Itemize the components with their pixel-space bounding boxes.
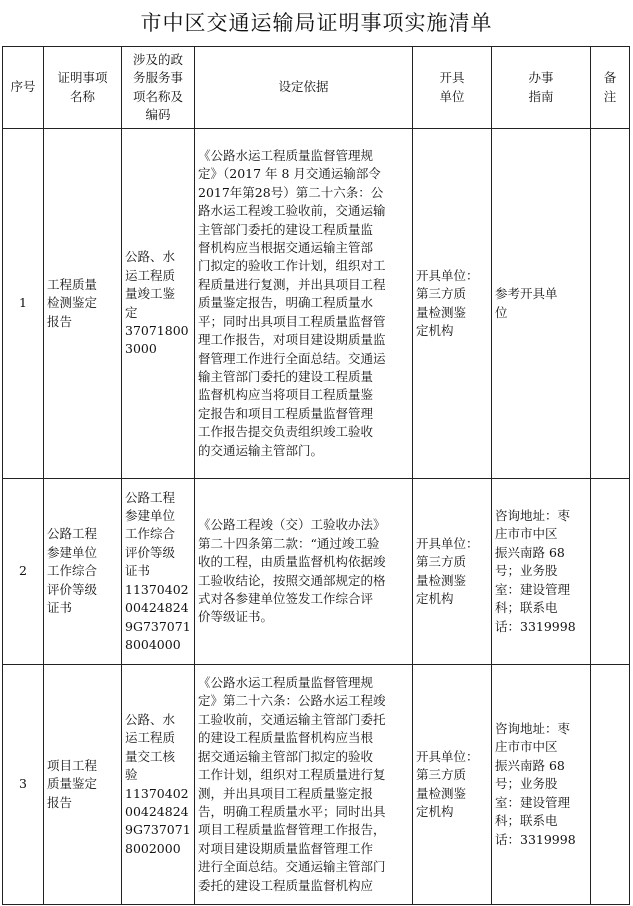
cell-line: 进行全面总结。交通运输主管部门 (198, 859, 386, 875)
cell-line: 检测鉴定 (47, 295, 98, 311)
cell-line: 《公路工程竣（交）工验收办法》 (198, 517, 386, 533)
cell-line: 运工程质 (125, 730, 176, 746)
header-service (122, 47, 195, 129)
cell-line: 主管部门委托的建设工程质量监 (198, 221, 374, 237)
cell-line: 开具单位： (416, 748, 479, 764)
cell-line: 室：建设管理 (495, 794, 571, 810)
row-name (44, 129, 122, 479)
cell-line: 科；联系电 (495, 600, 558, 616)
row-note (591, 665, 630, 905)
cell-line: 告，明确工程质量水平；同时出具 (198, 803, 386, 819)
cell-line: 公路、水 (125, 711, 176, 727)
cell-line: 00424824 (125, 600, 189, 616)
row-service (122, 129, 195, 479)
cell-line: 定机构 (416, 590, 454, 606)
cell-line: 参考开具单 (495, 286, 558, 302)
cell-line: 第三方质 (416, 286, 467, 302)
cell-line: 注 (603, 88, 617, 104)
cell-line: 咨询地址：枣 (495, 508, 571, 524)
header-guide (492, 47, 591, 129)
cell-line: 话：3319998 (495, 831, 576, 847)
cell-line: 3000 (125, 341, 157, 357)
cell-line: 涉及的政 (132, 51, 183, 67)
cell-line: 号；业务股 (495, 563, 558, 579)
header-name (44, 47, 122, 129)
cell-line: 工作综合 (125, 526, 176, 542)
cell-line: 公路工程 (47, 526, 98, 542)
cell-line: 质量鉴定 (47, 776, 98, 792)
cell-line: 公路、水 (125, 249, 176, 265)
cell-line: 咨询地址：枣 (495, 721, 571, 737)
cell-line: 定》（2017 年 8 月交通运输部令 (198, 166, 381, 182)
cell-line: 验 (125, 767, 138, 783)
cell-line: 11370402 (125, 785, 189, 801)
cell-line: 话：3319998 (495, 618, 576, 634)
row-basis (195, 129, 413, 479)
cell-line: 路水运工程竣工验收前，交通运输 (198, 203, 386, 219)
cell-line: 工程质量 (47, 276, 98, 292)
cell-line: 11370402 (125, 581, 189, 597)
header-note (591, 47, 630, 129)
row-name (44, 665, 122, 905)
cell-line: 量检测鉴 (416, 304, 467, 320)
cell-line: 监督机构应当将项目工程质量鉴 (198, 387, 374, 403)
row-guide (492, 479, 591, 665)
cell-line: 据交通运输主管部门拟定的验收 (198, 748, 374, 764)
cell-line: 开具单位： (416, 535, 479, 551)
cell-line: 证书 (47, 600, 73, 616)
cell-line: 振兴南路 68 (495, 544, 565, 560)
cell-line: 工作报告提交负责组织竣工验收 (198, 424, 374, 440)
cell-line: 8002000 (125, 840, 181, 856)
cell-line: 编码 (145, 106, 171, 122)
cell-line: 量检测鉴 (416, 785, 467, 801)
cell-line: 程质量进行复测，并出具项目工程 (198, 276, 386, 292)
cell-line: 开具 (439, 70, 465, 86)
row-basis (195, 479, 413, 665)
cell-line: 9G737071 (125, 618, 191, 634)
cell-line: 《公路水运工程质量监督管理规 (198, 148, 374, 164)
cell-line: 《公路水运工程质量监督管理规 (198, 675, 374, 691)
table-row (3, 129, 630, 479)
header-no: 序号 (3, 47, 44, 129)
cell-line: 式对各参建单位签发工作综合评 (198, 590, 374, 606)
cell-line: 定 (125, 304, 138, 320)
cell-line: 测，并出具项目工程质量鉴定报 (198, 785, 374, 801)
cell-line: 报告 (47, 313, 73, 329)
table-row (3, 479, 630, 665)
row-issuer (413, 479, 492, 665)
cell-line: 定机构 (416, 322, 454, 338)
cell-line: 的建设工程质量监督机构应当根 (198, 730, 374, 746)
cell-line: 单位 (439, 88, 465, 104)
cell-line: 位 (495, 304, 508, 320)
cell-line: 量交工核 (125, 748, 176, 764)
cell-line: 定报告和项目工程质量监督管理 (198, 405, 374, 421)
cell-line: 工验收结论，按照交通部规定的格 (198, 572, 386, 588)
cell-line: 庄市市中区 (495, 526, 558, 542)
row-service (122, 665, 195, 905)
cell-line: 收的工程，由质量监督机构依据竣 (198, 554, 386, 570)
cell-line: 评价等级 (47, 581, 98, 597)
cell-line: 价等级证书。 (198, 609, 274, 625)
cell-line: 指南 (528, 88, 554, 104)
cell-line: 评价等级 (125, 544, 176, 560)
cell-line: 量竣工鉴 (125, 286, 176, 302)
cell-line: 2017年第28号）第二十六条：公 (198, 184, 384, 200)
table-row (3, 665, 630, 905)
cell-line: 8004000 (125, 636, 181, 652)
row-no: 1 (3, 129, 44, 479)
cell-line: 运工程质 (125, 267, 176, 283)
cell-line: 名称 (69, 88, 95, 104)
cell-line: 振兴南路 68 (495, 757, 565, 773)
row-note (591, 129, 630, 479)
cell-line: 门拟定的验收工作计划，组织对工 (198, 258, 386, 274)
row-basis (195, 665, 413, 905)
cell-line: 项目工程质量监督管理工作报告， (198, 822, 386, 838)
cell-line: 委托的建设工程质量监督机构应 (198, 877, 374, 893)
certification-items-table (2, 46, 630, 905)
cell-line: 理工作报告，对项目建设期质量监 (198, 332, 386, 348)
cell-line: 定机构 (416, 803, 454, 819)
cell-line: 公路工程 (125, 489, 176, 505)
cell-line: 务服务事 (132, 70, 183, 86)
page-title: 市中区交通运输局证明事项实施清单 (140, 11, 493, 35)
row-issuer (413, 129, 492, 479)
cell-line: 37071800 (125, 322, 189, 338)
row-guide (492, 129, 591, 479)
row-guide (492, 665, 591, 905)
row-issuer (413, 665, 492, 905)
cell-line: 量检测鉴 (416, 572, 467, 588)
cell-line: 证书 (125, 563, 151, 579)
cell-line: 科；联系电 (495, 813, 558, 829)
cell-line: 参建单位 (125, 508, 176, 524)
cell-line: 对项目建设期质量监督管理工作 (198, 840, 374, 856)
header-basis: 设定依据 (195, 47, 413, 129)
cell-line: 庄市市中区 (495, 739, 558, 755)
row-no: 3 (3, 665, 44, 905)
cell-line: 督机构应当根据交通运输主管部 (198, 240, 374, 256)
cell-line: 工作计划，组织对工程质量进行复 (198, 767, 386, 783)
cell-line: 督管理工作进行全面总结。交通运 (198, 350, 386, 366)
cell-line: 工验收前，交通运输主管部门委托 (198, 711, 386, 727)
cell-line: 定》第二十六条：公路水运工程竣 (198, 693, 386, 709)
cell-line: 第三方质 (416, 767, 467, 783)
cell-line: 开具单位： (416, 267, 479, 283)
header-issuer (413, 47, 492, 129)
cell-line: 输主管部门委托的建设工程质量 (198, 368, 374, 384)
cell-line: 工作综合 (47, 563, 98, 579)
table-header-row (3, 47, 630, 129)
row-no: 2 (3, 479, 44, 665)
cell-line: 平；同时出具项目工程质量监督管 (198, 313, 386, 329)
cell-line: 质量鉴定报告，明确工程质量水 (198, 295, 374, 311)
cell-line: 项名称及 (132, 88, 183, 104)
row-service (122, 479, 195, 665)
cell-line: 9G737071 (125, 822, 191, 838)
cell-line: 备 (603, 70, 617, 86)
cell-line: 证明事项 (57, 70, 108, 86)
row-name (44, 479, 122, 665)
cell-line: 第二十四条第二款：“通过竣工验 (198, 535, 380, 551)
cell-line: 参建单位 (47, 544, 98, 560)
cell-line: 项目工程 (47, 757, 98, 773)
cell-line: 办事 (528, 70, 554, 86)
cell-line: 报告 (47, 794, 73, 810)
cell-line: 的交通运输主管部门。 (198, 442, 324, 458)
cell-line: 号；业务股 (495, 776, 558, 792)
row-note (591, 479, 630, 665)
cell-line: 室：建设管理 (495, 581, 571, 597)
cell-line: 00424824 (125, 803, 189, 819)
cell-line: 第三方质 (416, 554, 467, 570)
